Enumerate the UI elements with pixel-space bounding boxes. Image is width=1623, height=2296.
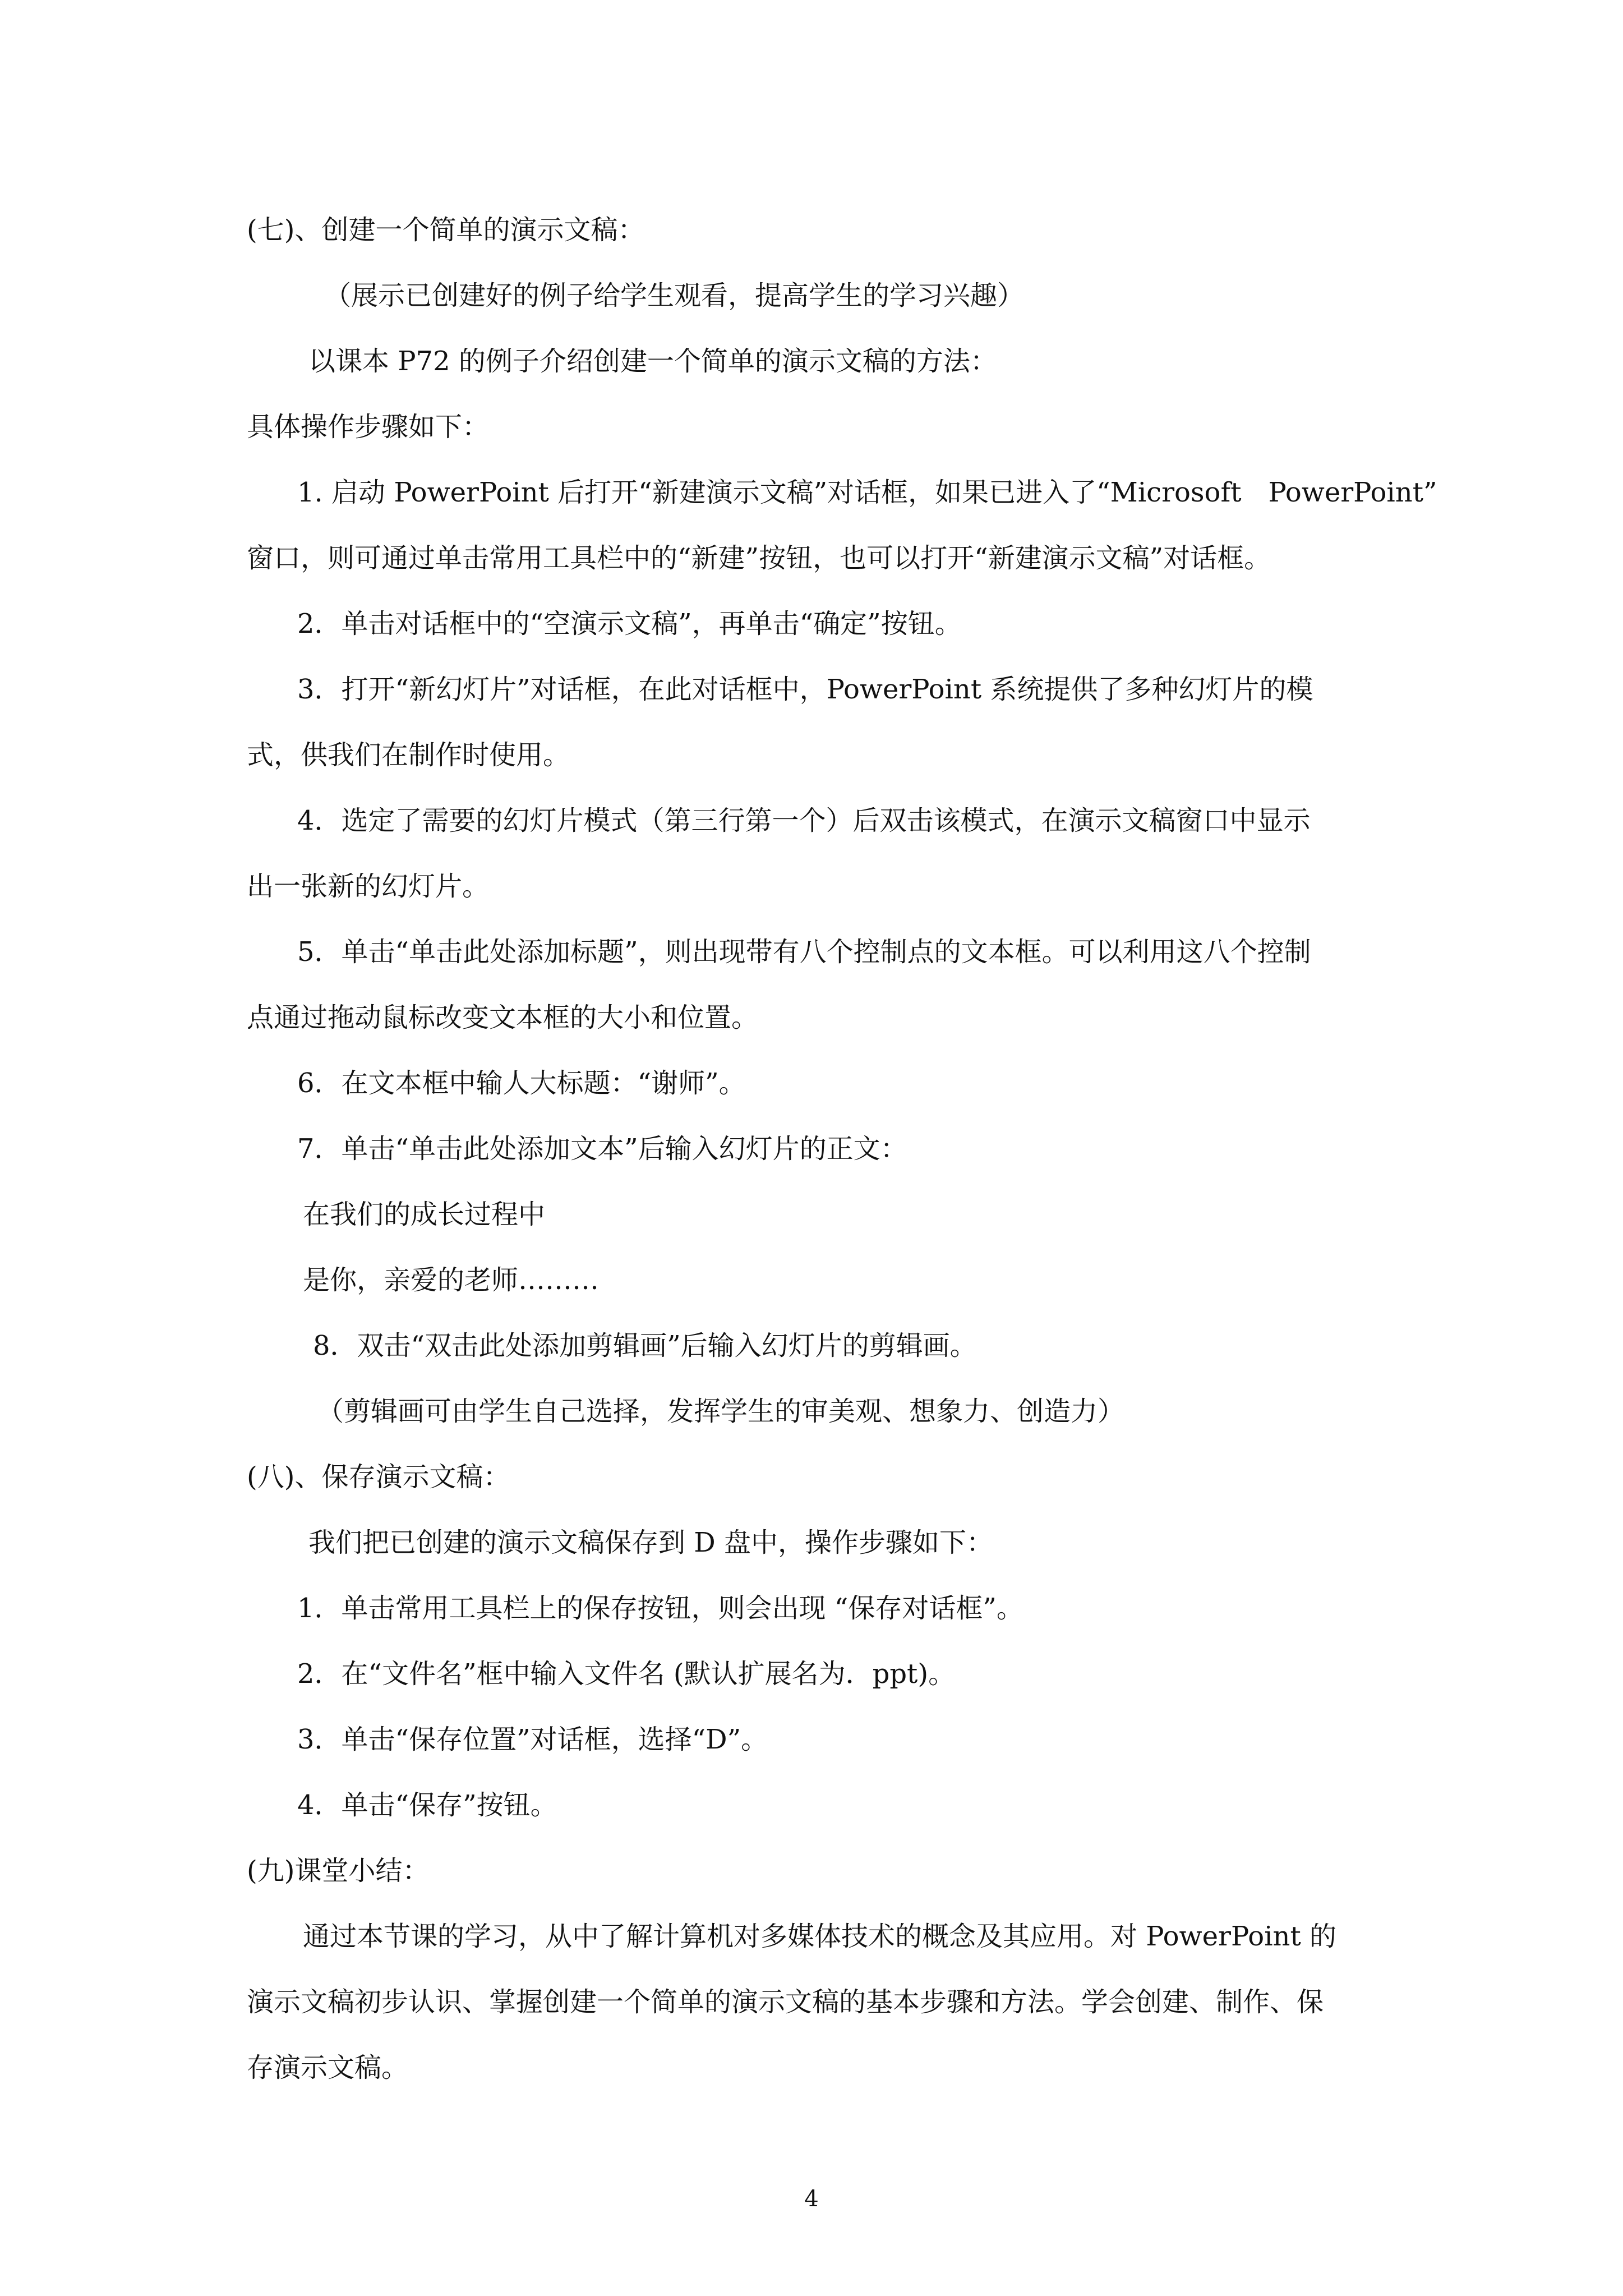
section-heading-summary: (九)课堂小结： — [247, 1855, 430, 1887]
slide-text-line: 是你，亲爱的老师……… — [303, 1264, 600, 1296]
paragraph-line: 具体操作步骤如下： — [247, 411, 490, 443]
paragraph-line: （剪辑画可由学生自己选择，发挥学生的审美观、想象力、创造力） — [317, 1396, 1125, 1427]
save-step-2-line: 2．在“文件名”框中输入文件名 (默认扩展名为．ppt)。 — [297, 1658, 956, 1690]
summary-line: 存演示文稿。 — [247, 2052, 409, 2083]
step-5-line: 5．单击“单击此处添加标题”，则出现带有八个控制点的文本框。可以利用这八个控制 — [297, 936, 1311, 968]
paragraph-line: 以课本 P72 的例子介绍创建一个简单的演示文稿的方法： — [308, 346, 997, 377]
step-8-line: 8．双击“双击此处添加剪辑画”后输入幻灯片的剪辑画。 — [313, 1330, 977, 1361]
step-5-continuation: 点通过拖动鼠标改变文本框的大小和位置。 — [247, 1002, 759, 1033]
page-number: 4 — [804, 2186, 819, 2212]
step-7-line: 7．单击“单击此处添加文本”后输入幻灯片的正文： — [297, 1133, 907, 1165]
save-step-4-line: 4．单击“保存”按钮。 — [297, 1789, 557, 1821]
section-heading-save-presentation: (八)、保存演示文稿： — [247, 1461, 510, 1493]
step-1-continuation: 窗口，则可通过单击常用工具栏中的“新建”按钮，也可以打开“新建演示文稿”对话框。 — [247, 542, 1271, 574]
step-4-continuation: 出一张新的幻灯片。 — [247, 871, 490, 902]
paragraph-line: （展示已创建好的例子给学生观看，提高学生的学习兴趣） — [324, 280, 1025, 311]
step-3-line: 3．打开“新幻灯片”对话框，在此对话框中，PowerPoint 系统提供了多种幻灯片的模 — [297, 674, 1313, 705]
slide-text-line: 在我们的成长过程中 — [303, 1199, 546, 1230]
summary-line: 通过本节课的学习，从中了解计算机对多媒体技术的概念及其应用。对 PowerPoint 的 — [303, 1921, 1337, 1952]
save-step-1-line: 1．单击常用工具栏上的保存按钮，则会出现 “保存对话框”。 — [297, 1593, 1023, 1624]
summary-line: 演示文稿初步认识、掌握创建一个简单的演示文稿的基本步骤和方法。学会创建、制作、保 — [247, 1986, 1324, 2018]
step-2-line: 2．单击对话框中的“空演示文稿”，再单击“确定”按钮。 — [297, 608, 962, 639]
paragraph-line: 我们把已创建的演示文稿保存到 D 盘中，操作步骤如下： — [308, 1527, 994, 1558]
step-1-line: 1. 启动 PowerPoint 后打开“新建演示文稿”对话框，如果已进入了“Microsoft PowerPoint” — [297, 477, 1437, 508]
section-heading-create-presentation: (七)、创建一个简单的演示文稿： — [247, 214, 645, 246]
step-3-continuation: 式，供我们在制作时使用。 — [247, 739, 570, 771]
step-6-line: 6．在文本框中输人大标题：“谢师”。 — [297, 1068, 746, 1099]
step-4-line: 4．选定了需要的幻灯片模式（第三行第一个）后双击该模式，在演示文稿窗口中显示 — [297, 805, 1311, 836]
save-step-3-line: 3．单击“保存位置”对话框，选择“D”。 — [297, 1724, 768, 1755]
